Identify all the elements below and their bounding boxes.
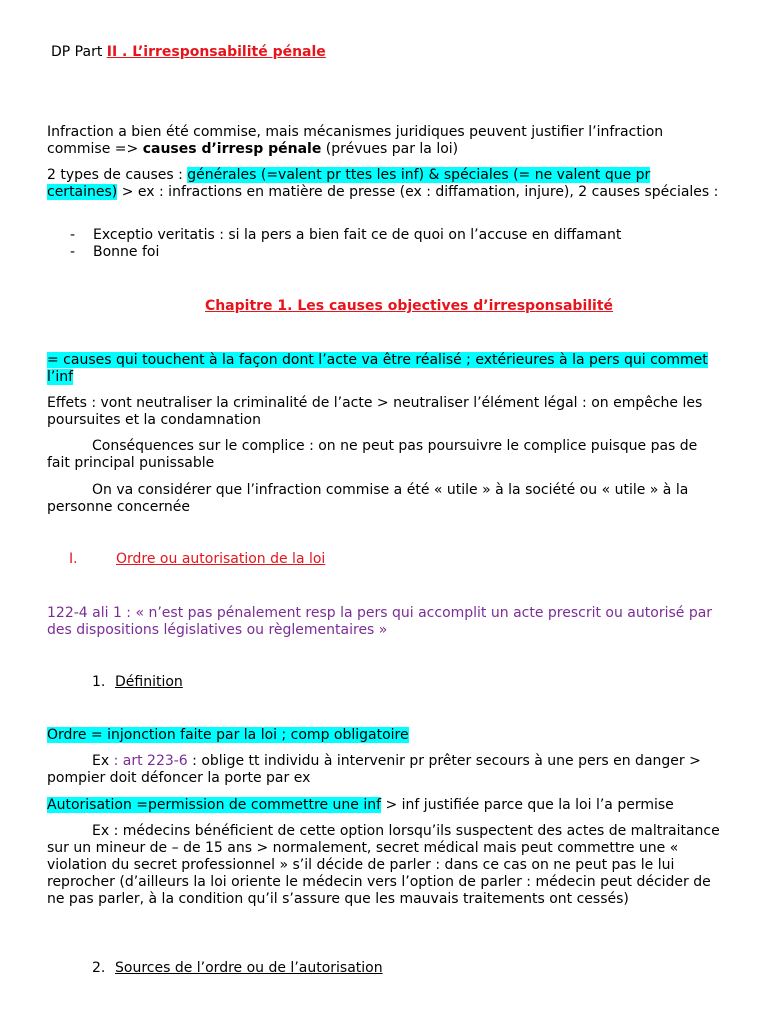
article-quote: 122-4 ali 1 : « n’est pas pénalement resp la pers qui accomplit un acte prescrit ou autorisé par des dispositions législatives ou règlementaires »	[47, 605, 713, 638]
objective-definition	[47, 352, 722, 386]
authorization-after: > inf justifiée parce que la loi l’a permise	[381, 797, 674, 813]
intro-after: (prévues par la loi)	[321, 141, 459, 157]
subsection-title: Sources de l’ordre ou de l’autorisation	[115, 960, 383, 976]
list-item-text: Bonne foi	[93, 244, 160, 260]
authorization-highlight: Autorisation =permission de commettre une inf	[47, 797, 382, 813]
types-paragraph	[47, 167, 722, 201]
order-example-article: : art 223-6	[113, 753, 188, 769]
order-definition	[47, 727, 722, 744]
subsection-heading	[92, 674, 767, 691]
subsection-number: 2.	[92, 960, 106, 976]
types-highlight: générales (=valent pr ttes les inf) & spéciales (= ne valent que pr certaines)	[47, 167, 651, 200]
authorization-definition	[47, 797, 722, 814]
list-item	[70, 227, 710, 244]
intro-text: Infraction a bien été commise, mais mécanismes juridiques peuvent justifier l’infraction commise =>	[47, 124, 664, 157]
list-dash: -	[70, 227, 76, 243]
subsection-heading	[92, 960, 767, 977]
order-example-text: : oblige tt individu à intervenir pr prêter secours à une pers en danger > pompier doit défoncer la porte par ex	[47, 753, 701, 786]
order-example	[47, 753, 722, 787]
section-heading	[69, 551, 744, 568]
list-item	[70, 244, 710, 261]
types-prefix: 2 types de causes :	[47, 167, 188, 183]
intro-paragraph	[47, 124, 722, 158]
intro-bold: causes d’irresp pénale	[142, 141, 322, 157]
section-title: Ordre ou autorisation de la loi	[116, 551, 326, 567]
chapter-title: Chapitre 1. Les causes objectives d’irresponsabilité	[204, 298, 614, 314]
considered-paragraph: On va considérer que l’infraction commise a été « utile » à la société ou « utile » à la personne concernée	[47, 482, 689, 515]
effects-paragraph: Effets : vont neutraliser la criminalité de l’acte > neutraliser l’élément légal : on empêche les poursuites et la condamnation	[47, 395, 703, 428]
list-dash: -	[70, 244, 76, 260]
list-item-text: Exceptio veritatis : si la pers a bien fait ce de quoi on l’accuse en diffamant	[93, 227, 622, 243]
subsection-title: Définition	[115, 674, 183, 690]
subsection-number: 1.	[92, 674, 106, 690]
order-example-prefix: Ex	[92, 753, 114, 769]
objective-definition-text: = causes qui touchent à la façon dont l’acte va être réalisé ; extérieures à la pers qui commet l’inf	[47, 352, 708, 385]
section-number: I.	[69, 551, 78, 567]
order-definition-text: Ordre = injonction faite par la loi ; comp obligatoire	[47, 727, 409, 743]
header-line	[51, 44, 726, 61]
types-after: > ex : infractions en matière de presse (ex : diffamation, injure), 2 causes spéciales :	[117, 184, 719, 200]
page-title: II . L’irresponsabilité pénale	[106, 44, 326, 60]
consequences-paragraph: Conséquences sur le complice : on ne peut pas poursuivre le complice puisque pas de fait principal punissable	[47, 438, 698, 471]
authorization-example: Ex : médecins bénéficient de cette option lorsqu’ils suspectent des actes de maltraitance sur un mineur de – de 15 ans > normalement, secret médical mais peut commettre une « violation du secret professionnel » s’il décide de parler : dans ce cas on ne peut pas le lui reprocher (d’ailleurs la loi oriente le médecin vers l’option de parler : médecin peut décider de ne pas parler, à la condition qu’il s’assure que les mauvais traitements ont cessés)	[47, 823, 720, 907]
header-prefix: DP Part	[51, 44, 107, 60]
